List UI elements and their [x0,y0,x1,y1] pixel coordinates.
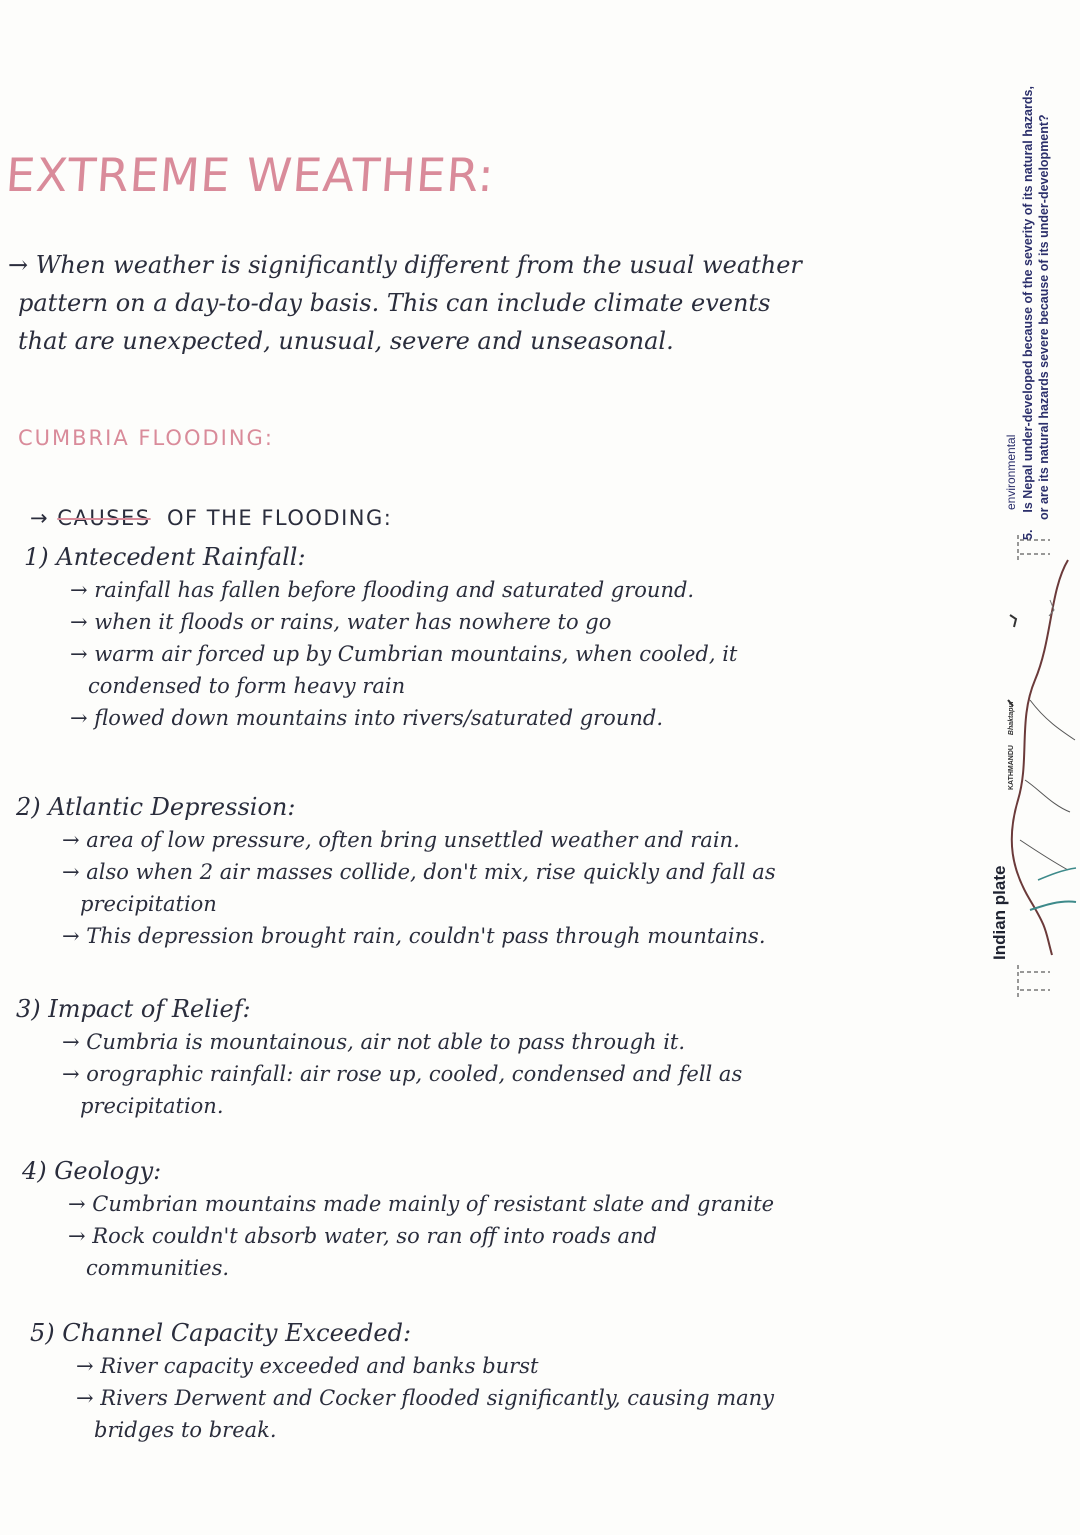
intro-line: that are unexpected, unusual, severe and unseasonal. [18,327,674,355]
margin-question-line-2: or are its natural hazards severe because of its under-development? [1037,114,1051,520]
margin-environmental-label: environmental [1004,434,1018,510]
cause-section-channel-capacity [30,1316,774,1446]
causes-heading-rest: OF THE FLOODING: [158,506,393,530]
bullet-line: → warm air forced up by Cumbrian mountains, when cooled, it [70,642,738,666]
section-title: 4) Geology: [22,1157,162,1185]
bullet-line: → rainfall has fallen before flooding and saturated ground. [70,578,695,602]
bullet-line: → also when 2 air masses collide, don't mix, rise quickly and fall as [62,860,776,884]
question-text: Is Nepal under-developed because of the severity of its natural hazards, [1021,86,1035,513]
bullet-line: → River capacity exceeded and banks burst [76,1354,539,1378]
margin-question-line-1 [1021,86,1035,540]
bullet-line: → area of low pressure, often bring unsettled weather and rain. [62,828,740,852]
cause-section-impact-of-relief [16,992,742,1122]
cause-section-antecedent-rainfall [24,540,737,734]
intro-line: → When weather is significantly different from the usual weather [8,251,802,279]
arrow-icon: → [30,506,50,530]
section-title: 1) Antecedent Rainfall: [24,543,306,571]
bullet-line: → Cumbria is mountainous, air not able to pass through it. [62,1030,686,1054]
map-label-kathmandu: KATHMANDU Bhaktapur [1008,700,1015,790]
margin-worksheet-fragment [990,0,1080,1040]
bullet-line: communities. [86,1256,230,1280]
section-title: 3) Impact of Relief: [16,995,251,1023]
bullet-line: → Cumbrian mountains made mainly of resistant slate and granite [68,1192,775,1216]
cause-section-geology [22,1154,774,1284]
section-title: 2) Atlantic Depression: [16,793,296,821]
bullet-line: → when it floods or rains, water has nowhere to go [70,610,612,634]
bullet-line: → orographic rainfall: air rose up, cooled, condensed and fell as [62,1062,743,1086]
bullet-line: condensed to form heavy rain [88,674,406,698]
bullet-line: → Rock couldn't absorb water, so ran off into roads and [68,1224,658,1248]
bullet-line: bridges to break. [94,1418,277,1442]
causes-heading [30,506,392,530]
causes-heading-struck: CAUSES [57,506,151,530]
indian-plate-label: Indian plate [990,865,1009,960]
bullet-line: precipitation [80,892,217,916]
section-title: 5) Channel Capacity Exceeded: [30,1319,412,1347]
intro-line: pattern on a day-to-day basis. This can include climate events [18,289,771,317]
bullet-line: precipitation. [80,1094,224,1118]
page-title: EXTREME WEATHER: [4,148,497,202]
bullet-line: → Rivers Derwent and Cocker flooded significantly, causing many [76,1386,775,1410]
bullet-line: → flowed down mountains into rivers/saturated ground. [70,706,663,730]
question-number: 5. [1021,529,1035,540]
case-study-heading: CUMBRIA FLOODING: [18,426,274,450]
bullet-line: → This depression brought rain, couldn't pass through mountains. [62,924,766,948]
intro-definition [8,246,988,360]
cause-section-atlantic-depression [16,790,776,952]
